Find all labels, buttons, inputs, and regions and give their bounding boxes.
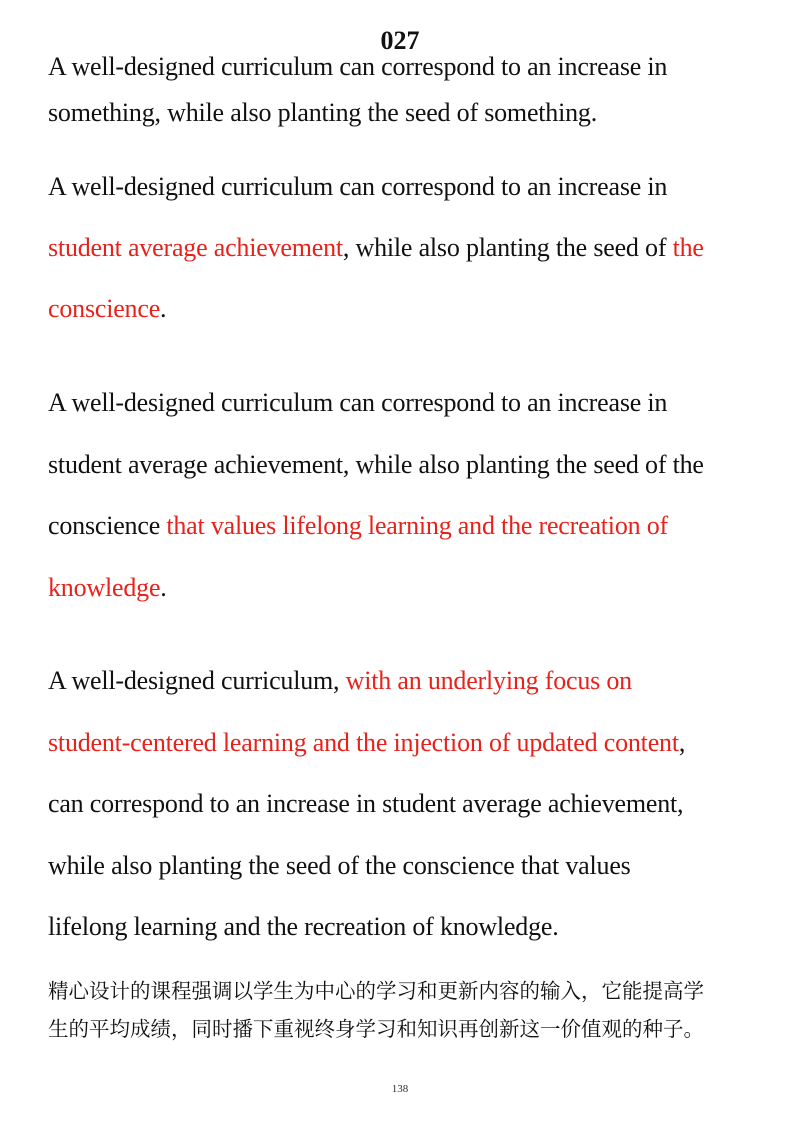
- highlight-phrase: the: [672, 233, 704, 262]
- paragraph-line: [48, 278, 758, 339]
- chinese-translation: [48, 972, 760, 1048]
- plain-text: , while also planting the seed of: [342, 233, 673, 262]
- highlight-phrase: that values lifelong learning and the recreation of: [166, 511, 668, 540]
- page-heading: 027: [380, 26, 420, 55]
- plain-text: .: [160, 572, 167, 602]
- paragraph-line: A well-designed curriculum can correspond to an increase in: [48, 52, 668, 81]
- paragraph-template: [48, 44, 758, 136]
- highlight-phrase: conscience: [48, 294, 161, 323]
- plain-text: .: [160, 294, 167, 323]
- translation-line: 生的平均成绩，同时播下重视终身学习和知识再创新这一价值观的种子。: [48, 1017, 704, 1041]
- paragraph-step-3: [48, 372, 758, 618]
- paragraph-line: [48, 712, 758, 774]
- plain-text: ,: [678, 727, 686, 757]
- plain-text: A well-designed curriculum,: [48, 666, 346, 695]
- paragraph-step-2: [48, 156, 758, 339]
- paragraph-line: A well-designed curriculum can correspond to an increase in: [48, 172, 668, 201]
- highlight-phrase: student average achievement: [48, 233, 343, 262]
- paragraph-line: A well-designed curriculum can correspond to an increase in: [48, 388, 668, 417]
- paragraph-line: while also planting the seed of the conscience that values: [48, 850, 631, 880]
- paragraph-step-4: [48, 650, 758, 958]
- paragraph-line: [48, 557, 758, 619]
- paragraph-line: can correspond to an increase in student average achievement,: [48, 789, 684, 818]
- plain-text: conscience: [48, 511, 167, 540]
- highlight-phrase: with an underlying focus on: [345, 666, 632, 695]
- highlight-phrase: student-centered learning and the injection of updated content: [48, 727, 679, 757]
- paragraph-line: lifelong learning and the recreation of knowledge.: [48, 912, 559, 941]
- page-number: 138: [391, 1083, 409, 1095]
- paragraph-line: [48, 495, 758, 557]
- paragraph-line: something, while also planting the seed of something.: [48, 98, 598, 127]
- paragraph-line: [48, 217, 758, 278]
- translation-line: 精心设计的课程强调以学生为中心的学习和更新内容的输入，它能提高学: [48, 979, 704, 1003]
- paragraph-line: student average achievement, while also planting the seed of the: [48, 449, 704, 479]
- highlight-phrase: knowledge: [48, 572, 161, 602]
- paragraph-line: [48, 650, 758, 712]
